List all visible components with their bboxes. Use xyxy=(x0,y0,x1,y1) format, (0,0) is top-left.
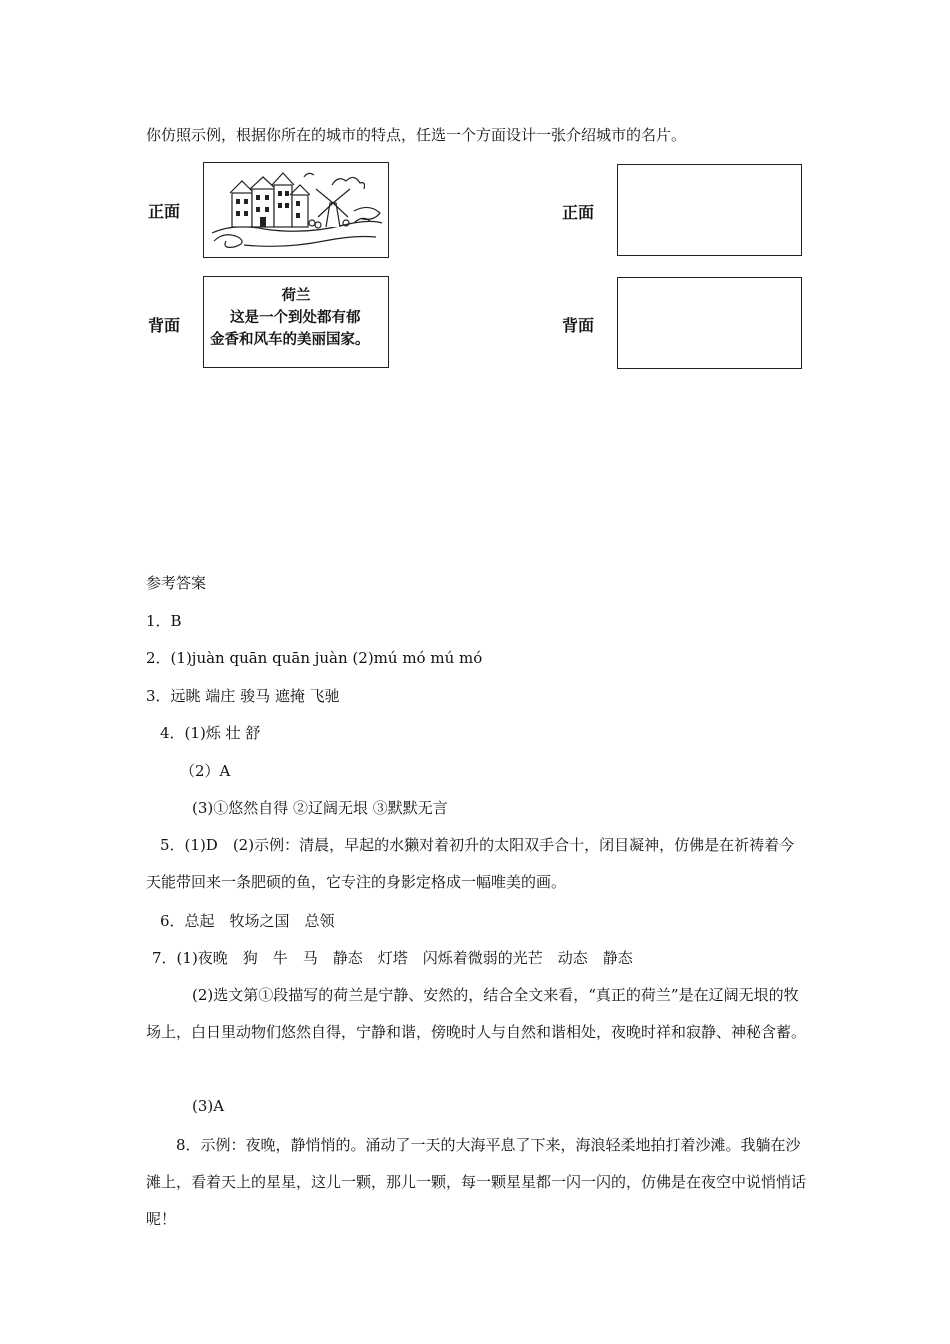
example-back-card xyxy=(203,276,389,368)
city-illustration xyxy=(204,163,387,256)
blank-front-card xyxy=(617,164,802,256)
intro-text: 你仿照示例，根据你所在的城市的特点，任选一个方面设计一张介绍城市的名片。 xyxy=(146,126,687,144)
answer-4-2: （2）A xyxy=(180,762,231,780)
answer-6: 6．总起 牧场之国 总领 xyxy=(160,912,335,930)
front-label-blank: 正面 xyxy=(562,203,595,222)
back-label-example: 背面 xyxy=(148,316,181,335)
answer-3: 3．远眺 端庄 骏马 遮掩 飞驰 xyxy=(146,687,340,705)
front-label-example: 正面 xyxy=(148,202,181,221)
example-back-title: 荷兰 xyxy=(281,288,311,304)
answer-1: 1．B xyxy=(146,612,182,630)
answer-7-1: 7．(1)夜晚 狗 牛 马 静态 灯塔 闪烁着微弱的光芒 动态 静态 xyxy=(152,949,633,967)
example-front-card xyxy=(203,162,389,258)
answer-7-2: (2)选文第①段描写的荷兰是宁静、安然的，结合全文来看，“真正的荷兰”是在辽阔无垠的牧场上，白日里动物们悠然自得，宁静和谐，傍晚时人与自然和谐相处，夜晚时祥和寂静、神秘含蓄。 xyxy=(146,986,807,1041)
answer-7-3: (3)A xyxy=(192,1097,225,1115)
blank-back-card xyxy=(617,277,802,369)
answers-heading: 参考答案 xyxy=(146,574,207,592)
answer-8: 8．示例：夜晚，静悄悄的。涌动了一天的大海平息了下来，海浪轻柔地拍打着沙滩。我躺在沙滩上，看着天上的星星，这儿一颗，那儿一颗，每一颗星星都一闪一闪的，仿佛是在夜空中说悄悄话呢！ xyxy=(146,1136,807,1228)
example-back-line1: 这是一个到处都有郁 xyxy=(230,310,361,326)
answer-4-3: (3)①悠然自得 ②辽阔无垠 ③默默无言 xyxy=(192,799,448,817)
answer-4-1: 4．(1)烁 壮 舒 xyxy=(160,724,261,742)
answer-5: 5．(1)D (2)示例：清晨，早起的水獭对着初升的太阳双手合十，闭目凝神，仿佛是在祈祷着今天能带回来一条肥硕的鱼，它专注的身影定格成一幅唯美的画。 xyxy=(146,836,795,891)
back-label-blank: 背面 xyxy=(562,316,595,335)
answer-2: 2．(1)juàn quān quān juàn (2)mú mó mú mó xyxy=(146,649,483,667)
example-back-line2: 金香和风车的美丽国家。 xyxy=(210,332,370,348)
